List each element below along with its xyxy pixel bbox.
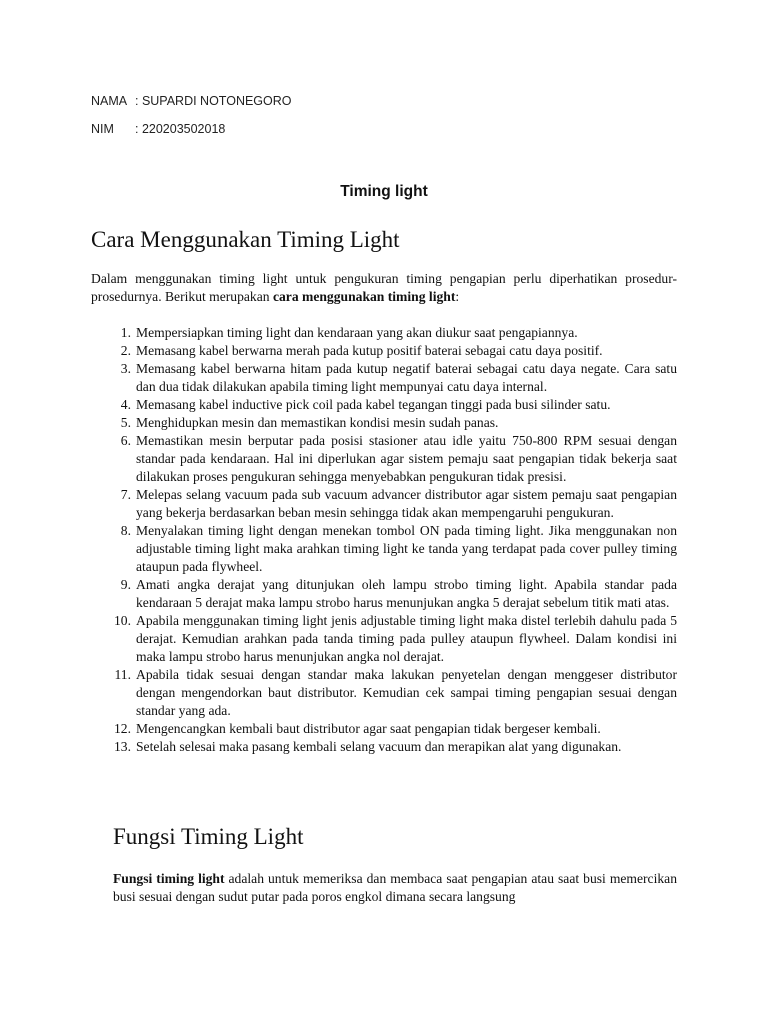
list-item	[120, 432, 677, 486]
list-item	[120, 324, 677, 342]
list-item-text: Mengencangkan kembali baut distributor agar saat pengapian tidak bergeser kembali.	[136, 721, 601, 736]
intro-paragraph	[91, 270, 677, 306]
list-item-number: 12.	[114, 721, 131, 736]
list-item-text: Apabila tidak sesuai dengan standar maka lakukan penyetelan dengan menggeser distributor dengan mengendorkan baut distributor. Kemudian cek sampai timing pengapian sesuai dengan standar yang ada.	[136, 667, 677, 718]
list-item	[120, 396, 677, 414]
section-heading-usage: Cara Menggunakan Timing Light	[91, 227, 400, 252]
function-text: adalah untuk memeriksa dan membaca saat pengapian atau saat busi memercikan busi sesuai dengan sudut putar pada poros engkol dimana secara langsung	[113, 871, 677, 904]
list-item-number: 9.	[120, 577, 131, 592]
intro-text: Dalam menggunakan timing light untuk pengukuran timing pengapian perlu diperhatikan prosedur-prosedurnya. Berikut merupakan	[91, 271, 677, 304]
list-item	[120, 414, 677, 432]
list-item-text: Setelah selesai maka pasang kembali selang vacuum dan merapikan alat yang digunakan.	[136, 739, 622, 754]
list-item	[120, 486, 677, 522]
list-item	[120, 342, 677, 360]
list-item	[120, 576, 677, 612]
list-item-number: 11.	[114, 667, 131, 682]
list-item-text: Apabila menggunakan timing light jenis adjustable timing light maka distel terlebih dahulu pada 5 derajat. Kemudian arahkan pada tanda timing pada pulley ataupun flywheel. Dalam kondisi ini maka lampu strobo harus menunjukan angka nol derajat.	[136, 613, 677, 664]
id-label: NIM	[91, 122, 114, 136]
name-label: NAMA	[91, 94, 128, 108]
list-item	[114, 738, 677, 756]
steps-list	[114, 324, 677, 756]
intro-colon: :	[455, 289, 460, 304]
list-item-text: Memasang kabel berwarna merah pada kutup positif baterai sebagai catu daya positif.	[136, 343, 603, 358]
list-item	[114, 612, 677, 666]
intro-bold-text: cara menggunakan timing light	[272, 289, 456, 304]
list-item	[120, 360, 677, 396]
list-item-text: Memasang kabel berwarna hitam pada kutup negatif baterai sebagai catu daya negate. Cara satu dan dua tidak dilakukan apabila timing light mempunyai catu daya internal.	[136, 361, 677, 394]
name-value: : SUPARDI NOTONEGORO	[135, 94, 292, 108]
list-item-number: 2.	[120, 343, 131, 358]
list-item-number: 10.	[114, 613, 131, 628]
list-item-text: Mempersiapkan timing light dan kendaraan yang akan diukur saat pengapiannya.	[136, 325, 578, 340]
section-heading-function: Fungsi Timing Light	[113, 824, 304, 849]
function-paragraph	[113, 870, 677, 906]
list-item-number: 1.	[120, 325, 131, 340]
list-item-number: 13.	[114, 739, 131, 754]
id-value: : 220203502018	[135, 122, 226, 136]
list-item-number: 5.	[120, 415, 131, 430]
list-item-text: Amati angka derajat yang ditunjukan oleh lampu strobo timing light. Apabila standar pada kendaraan 5 derajat maka lampu strobo harus menunjukan angka 5 derajat sebelum titik mati atas.	[136, 577, 677, 610]
list-item-text: Memastikan mesin berputar pada posisi stasioner atau idle yaitu 750-800 RPM sesuai dengan standar pada kendaraan. Hal ini diperlukan agar sistem pemaju saat pengapian tidak bekerja saat dilakukan proses pengukuran sehingga menyebabkan pengukuran tidak presisi.	[136, 433, 677, 484]
list-item-number: 4.	[120, 397, 131, 412]
list-item-number: 6.	[120, 433, 131, 448]
list-item-number: 7.	[120, 487, 131, 502]
student-id-line	[91, 122, 225, 136]
list-item	[120, 522, 677, 576]
list-item-text: Memasang kabel inductive pick coil pada kabel tegangan tinggi pada busi silinder satu.	[136, 397, 611, 412]
list-item-text: Melepas selang vacuum pada sub vacuum advancer distributor agar sistem pemaju saat pengapian yang bekerja berdasarkan beban mesin sehingga tidak akan mempengaruhi pengukuran.	[136, 487, 677, 520]
list-item-number: 8.	[120, 523, 131, 538]
list-item	[114, 666, 677, 720]
list-item-number: 3.	[120, 361, 131, 376]
list-item-text: Menghidupkan mesin dan memastikan kondisi mesin sudah panas.	[136, 415, 499, 430]
list-item	[114, 720, 677, 738]
student-name-line	[91, 94, 292, 108]
list-item-text: Menyalakan timing light dengan menekan tombol ON pada timing light. Jika menggunakan non adjustable timing light maka arahkan timing light ke tanda yang terdapat pada cover pulley timing ataupun pada flywheel.	[136, 523, 677, 574]
document-title: Timing light	[340, 183, 428, 200]
function-bold-text: Fungsi timing light	[113, 871, 225, 886]
